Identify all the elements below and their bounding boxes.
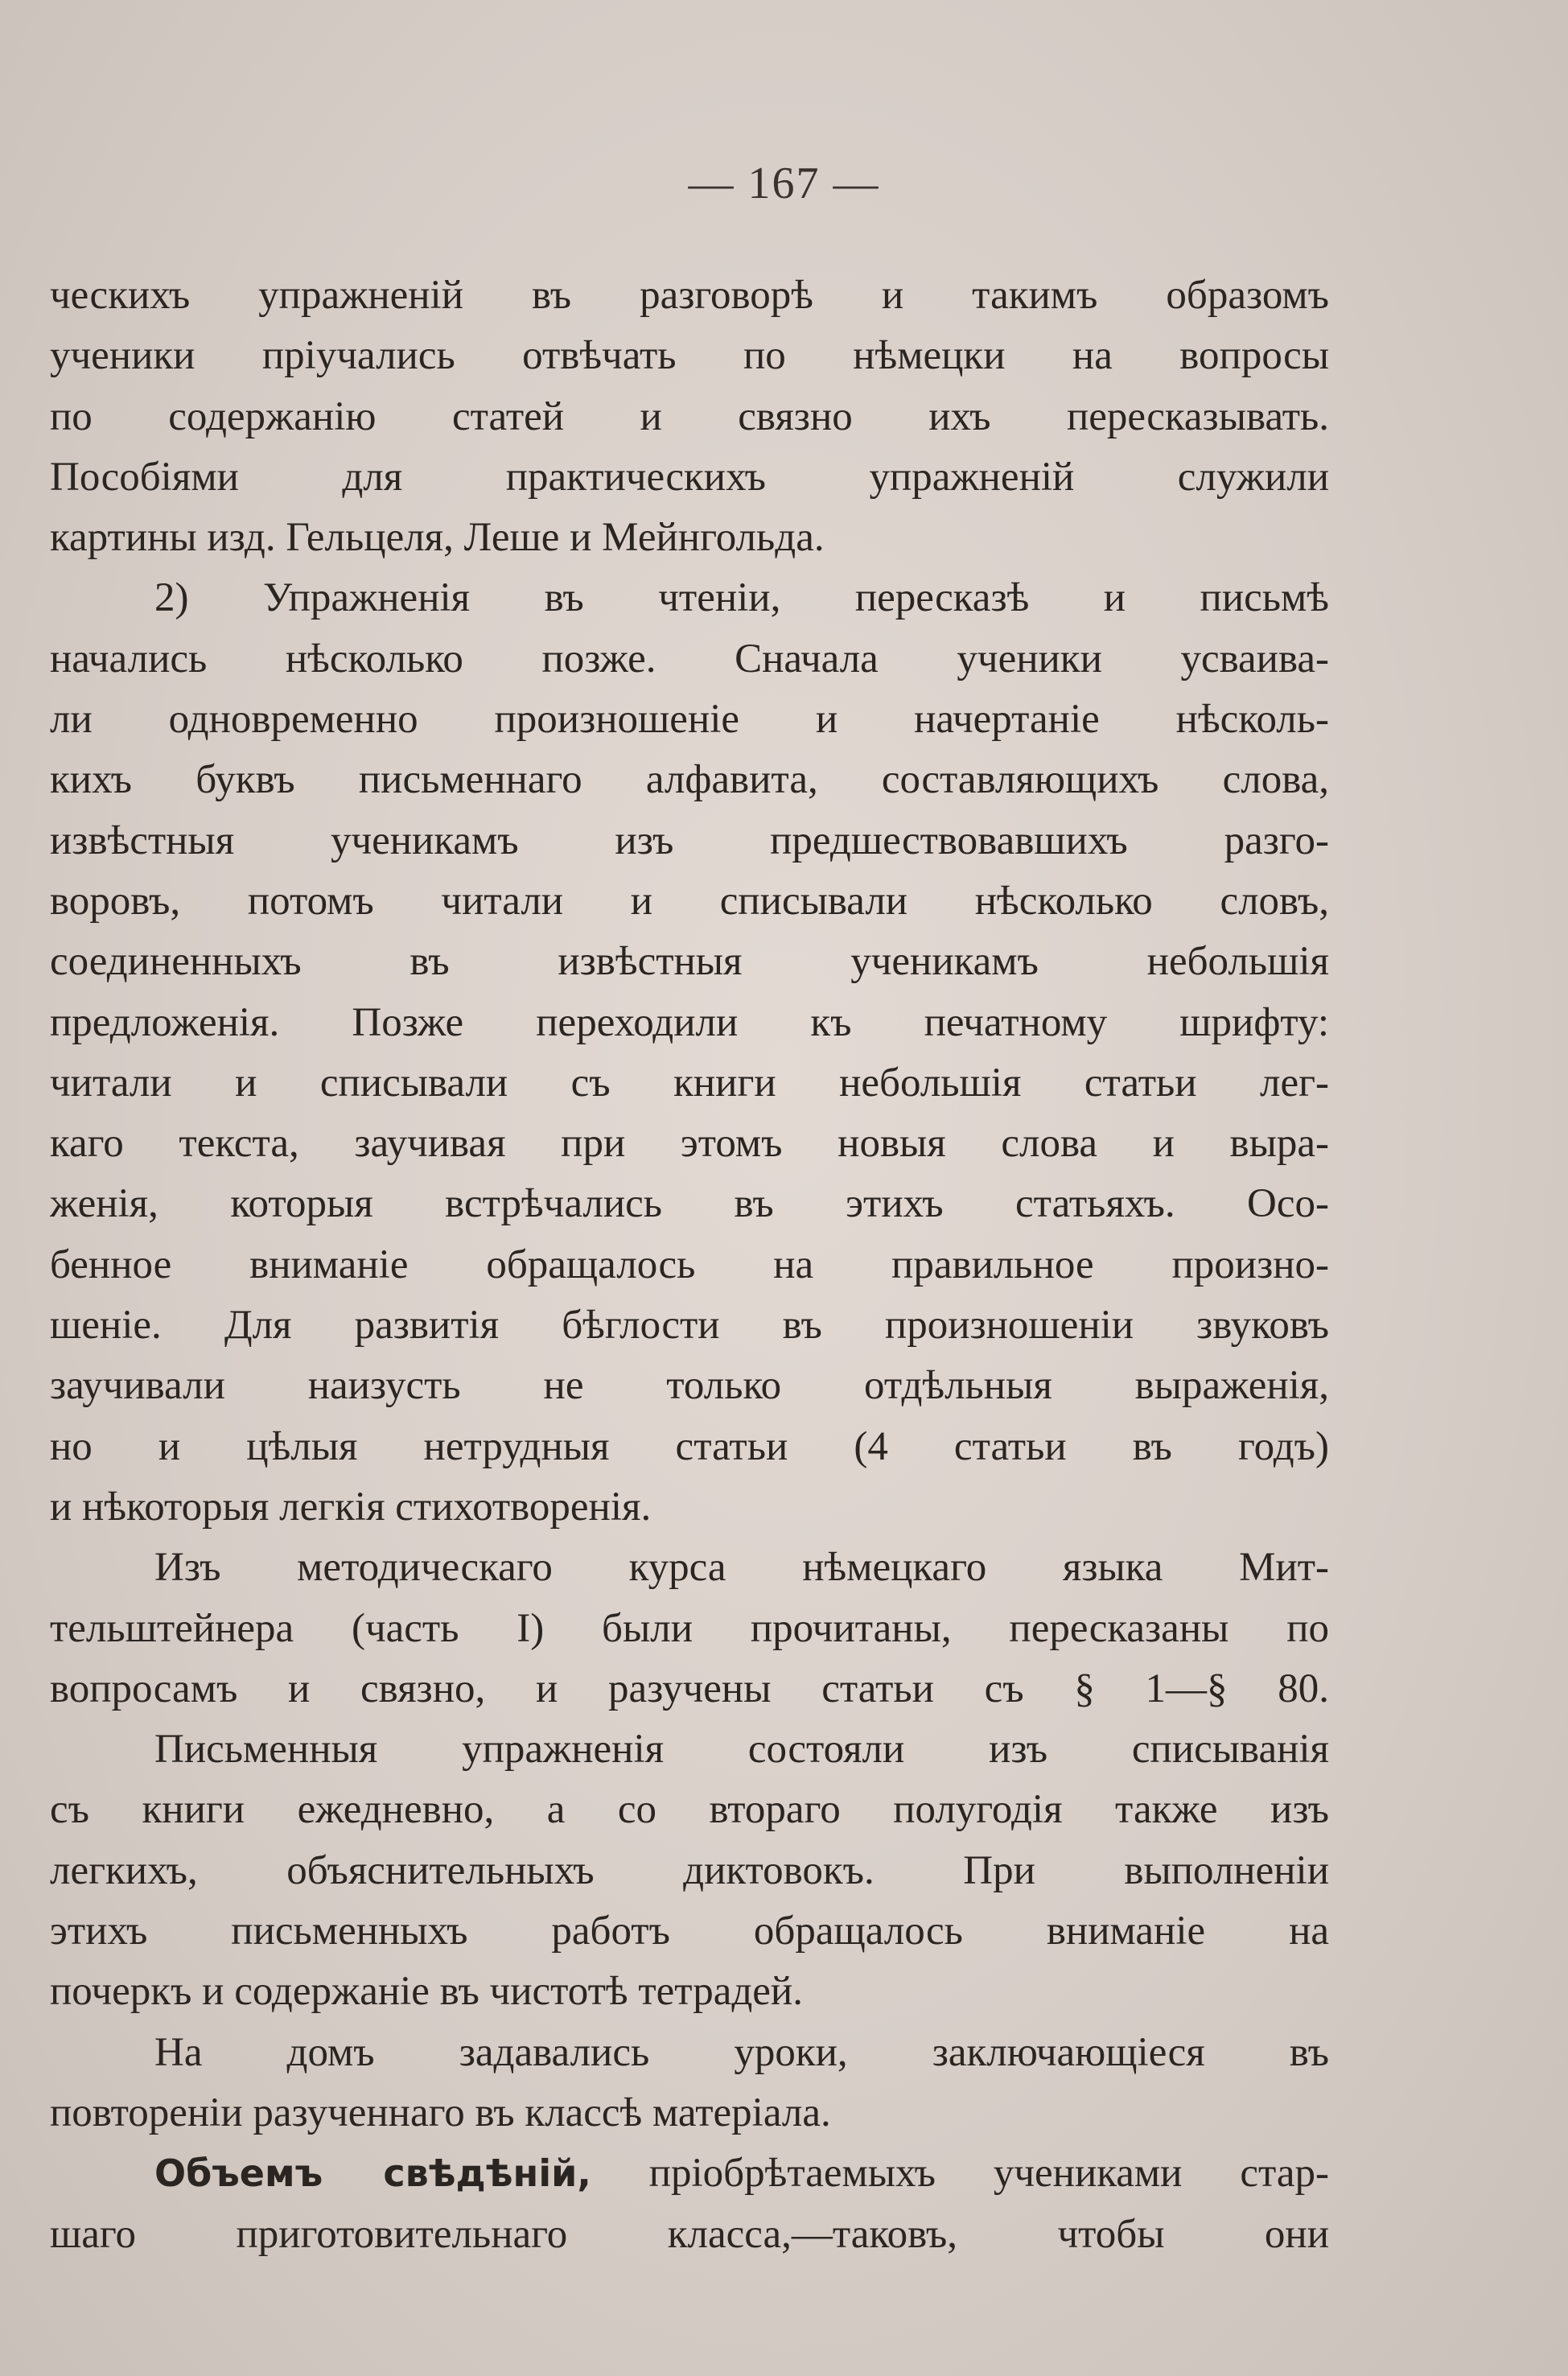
text-line: кихъ буквъ письменнаго алфавита, составляющихъ слова, — [50, 757, 1329, 803]
text-line: Пособіями для практическихъ упражненій служили — [50, 454, 1329, 500]
text-line: ли одновременно произношеніе и начертаніе нѣсколь- — [50, 697, 1329, 743]
text-line: этихъ письменныхъ работъ обращалось вниманіе на — [50, 1909, 1329, 1954]
text-line: по содержанію статей и связно ихъ пересказывать. — [50, 393, 1329, 439]
text-line: тельштейнера (часть I) были прочитаны, пересказаны по — [50, 1605, 1329, 1651]
body-text — [50, 266, 1329, 2265]
text-line: почеркъ и содержаніе въ чистотѣ тетрадей. — [50, 1969, 803, 2015]
text-line: но и цѣлыя нетрудныя статьи (4 статьи въ годъ) — [50, 1423, 1329, 1469]
text-line: легкихъ, объяснительныхъ диктовокъ. При выполненіи — [50, 1847, 1329, 1893]
page-number: — 167 — — [688, 159, 880, 208]
text-line: соединенныхъ въ извѣстныя ученикамъ небольшія — [50, 939, 1329, 985]
text-line: Изъ методическаго курса нѣмецкаго языка Мит- — [154, 1545, 1329, 1591]
text-line: картины изд. Гельцеля, Леше и Мейнгольда. — [50, 515, 825, 561]
text-line: начались нѣсколько позже. Сначала ученики усваива- — [50, 636, 1329, 682]
text-line: ческихъ упражненій въ разговорѣ и такимъ образомъ — [50, 273, 1329, 318]
text-line: съ книги ежедневно, а со втораго полугодія также изъ — [50, 1787, 1329, 1833]
text-line: Письменныя упражненія состояли изъ списыванія — [154, 1727, 1329, 1773]
text-line — [50, 2143, 1329, 2204]
text-line: ученики пріучались отвѣчать по нѣмецки на вопросы — [50, 333, 1329, 379]
text-line: каго текста, заучивая при этомъ новыя слова и выра- — [50, 1121, 1329, 1167]
text-line: 2) Упражненія въ чтеніи, пересказѣ и письмѣ — [154, 575, 1329, 621]
text-line: предложенія. Позже переходили къ печатному шрифту: — [50, 999, 1329, 1045]
text-line: читали и списывали съ книги небольшія статьи лег- — [50, 1060, 1329, 1106]
text-line: повтореніи разученнаго въ классѣ матеріала. — [50, 2090, 831, 2135]
text-line: бенное вниманіе обращалось на правильное произно- — [50, 1242, 1329, 1287]
text-line: заучивали наизусть не только отдѣльныя выраженія, — [50, 1363, 1329, 1409]
text-line: женія, которыя встрѣчались въ этихъ статьяхъ. Осо- — [50, 1181, 1329, 1227]
text-run: пріобрѣтаемыхъ учениками стар- — [591, 2151, 1329, 2197]
text-line: шеніе. Для развитія бѣглости въ произношеніи звуковъ — [50, 1303, 1329, 1349]
text-line: вопросамъ и связно, и разучены статьи съ § 1—§ 80. — [50, 1666, 1329, 1711]
text-line: воровъ, потомъ читали и списывали нѣсколько словъ, — [50, 878, 1329, 924]
text-line: шаго приготовительнаго класса,—таковъ, чтобы они — [50, 2211, 1329, 2257]
text-line: На домъ задавались уроки, заключающіеся въ — [154, 2029, 1329, 2075]
text-line: извѣстныя ученикамъ изъ предшествовавшихъ разго- — [50, 817, 1329, 863]
text-line: и нѣкоторыя легкія стихотворенія. — [50, 1484, 652, 1530]
bold-term: Объемъ свѣдѣній, — [154, 2152, 591, 2196]
